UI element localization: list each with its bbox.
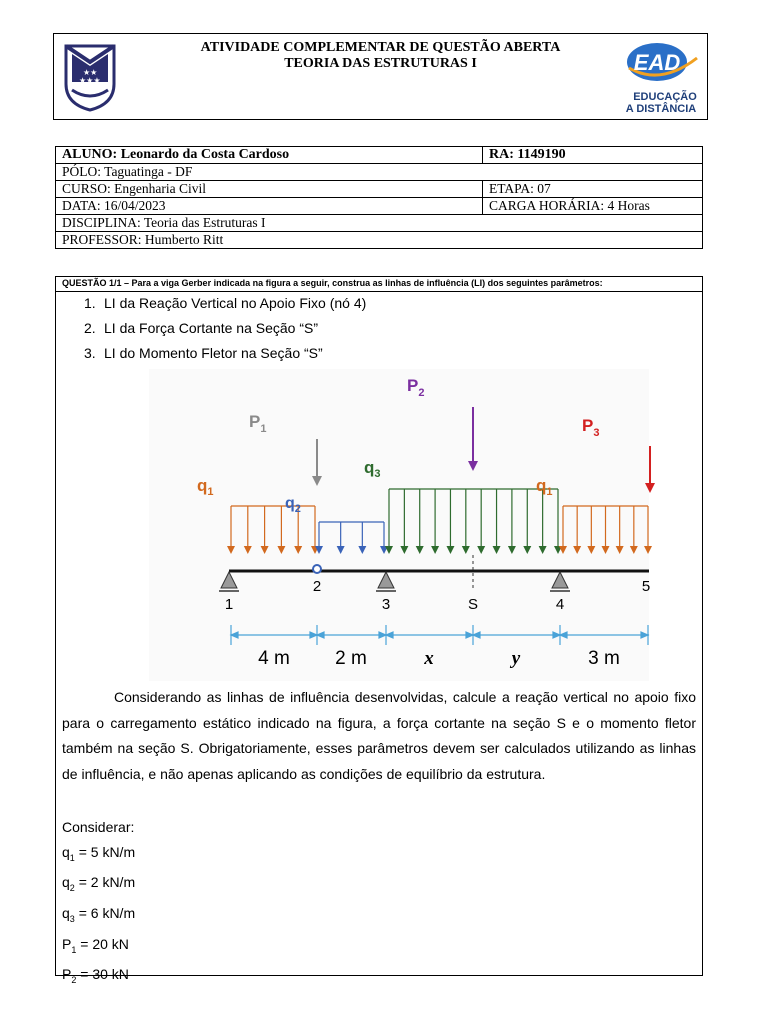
list-item: $P_2 = 30$ kN bbox=[62, 966, 129, 985]
q2-label: $q_2$ bbox=[285, 495, 301, 515]
node-label-s: S bbox=[467, 596, 479, 613]
svg-text:★★★: ★★★ bbox=[79, 76, 101, 85]
student-info-table bbox=[55, 146, 703, 249]
list-item: $q_3 = 6$ kN/m bbox=[62, 904, 136, 924]
ead-caption-2: A DISTÂNCIA bbox=[625, 103, 697, 115]
list-item: 3. LI do Momento Fletor na Seção “S” bbox=[84, 345, 323, 361]
title-line-1: ATIVIDADE COMPLEMENTAR DE QUESTÃO ABERTA bbox=[200, 40, 561, 55]
internal-hinge-2 bbox=[313, 565, 321, 573]
node-label-1: 1 bbox=[224, 596, 234, 613]
ead-logo-text: EAD bbox=[633, 50, 681, 75]
p1-label: $P_1$ bbox=[249, 412, 267, 435]
discipline: DISCIPLINA: Teoria das Estruturas I bbox=[56, 215, 703, 232]
student-stage: ETAPA: 07 bbox=[483, 181, 703, 198]
dimension-label-2m: 2 m bbox=[335, 648, 367, 669]
dimension-label-y: y bbox=[511, 648, 521, 669]
list-item: $q_2 = 2$ kN/m bbox=[62, 874, 136, 894]
university-shield-logo bbox=[62, 42, 118, 114]
p2-label: $P_2$ bbox=[407, 376, 425, 399]
node-label-2: 2 bbox=[312, 578, 322, 595]
node-label-3: 3 bbox=[381, 596, 391, 613]
professor: PROFESSOR: Humberto Ritt bbox=[56, 232, 703, 249]
document-title bbox=[154, 40, 607, 72]
submission-date: DATA: 16/04/2023 bbox=[56, 198, 483, 215]
node-label-4: 4 bbox=[555, 596, 565, 613]
course-hours: CARGA HORÁRIA: 4 Horas bbox=[483, 198, 703, 215]
gerber-beam-figure bbox=[149, 369, 649, 681]
consider-label: Considerar: bbox=[62, 819, 135, 835]
given-values bbox=[62, 815, 135, 993]
dimension-label-x: x bbox=[424, 648, 434, 669]
student-course: CURSO: Engenharia Civil bbox=[56, 181, 483, 198]
question-header: QUESTÃO 1/1 – Para a viga Gerber indicada na figura a seguir, construa as linhas de influência (LI) dos seguintes parâmetros: bbox=[56, 277, 702, 292]
ead-caption-1: EDUCAÇÃO bbox=[633, 91, 697, 103]
q3-label: $q_3$ bbox=[364, 458, 381, 480]
question-items bbox=[84, 293, 366, 368]
question-box bbox=[55, 276, 703, 985]
dimension-label-3m: 3 m bbox=[588, 648, 620, 669]
title-line-2: TEORIA DAS ESTRUTURAS I bbox=[284, 56, 477, 71]
ead-logo bbox=[621, 38, 701, 116]
q1-left-label: $q_1$ bbox=[197, 476, 214, 498]
student-ra: RA: 1149190 bbox=[483, 147, 703, 164]
document-header bbox=[53, 33, 708, 120]
q1-right-label: $q_1$ bbox=[536, 476, 553, 498]
list-item: 1. LI da Reação Vertical no Apoio Fixo (nó 4) bbox=[84, 295, 367, 311]
svg-text:★★: ★★ bbox=[83, 68, 98, 77]
question-paragraph: Considerando as linhas de influência desenvolvidas, calcule a reação vertical no apoio fixo para o carregamento estático indicado na figura, a força cortante na seção S e o momento fletor também na seção S. Obrigatoriamente, esses parâmetros devem ser calculados utilizando as linhas de influência, e não apenas aplicando as condições de equilíbrio da estrutura. bbox=[62, 689, 696, 782]
student-polo: PÓLO: Taguatinga - DF bbox=[56, 164, 703, 181]
p3-label: $P_3$ bbox=[582, 416, 600, 439]
dimension-label-4m: 4 m bbox=[258, 648, 290, 669]
node-label-5: 5 bbox=[641, 578, 651, 595]
list-item: $q_1 = 5$ kN/m bbox=[62, 843, 136, 863]
list-item: 2. LI da Força Cortante na Seção “S” bbox=[84, 320, 318, 336]
student-name: ALUNO: Leonardo da Costa Cardoso bbox=[56, 147, 483, 164]
list-item: $P_1 = 20$ kN bbox=[62, 935, 129, 955]
